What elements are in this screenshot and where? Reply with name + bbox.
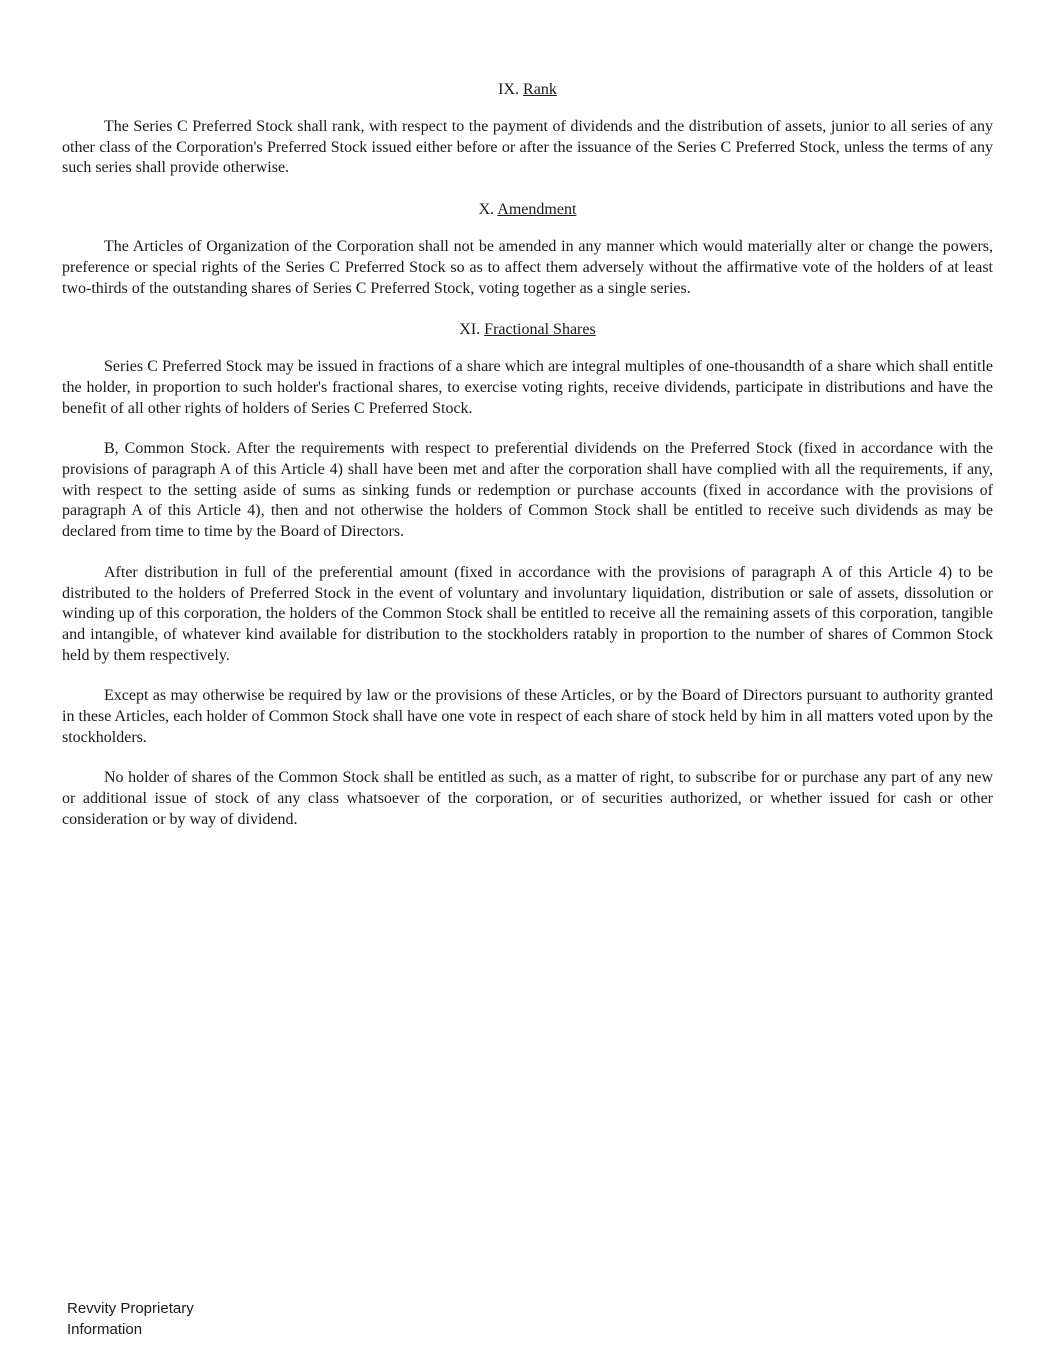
- section-heading-fractional-shares: [62, 319, 993, 340]
- section-title: Amendment: [497, 201, 577, 219]
- footer-line: Information: [67, 1321, 143, 1338]
- footer-line: Revvity Proprietary: [67, 1300, 194, 1317]
- paragraph: The Series C Preferred Stock shall rank, with respect to the payment of dividends and the distribution of assets, junior to all series of any other class of the Corporation's Preferred Stock issued either before or after the issuance of the Series C Preferred Stock, unless the terms of any such series shall provide otherwise.: [62, 118, 993, 177]
- section-heading-amendment: [62, 199, 993, 220]
- paragraph: Series C Preferred Stock may be issued in fractions of a share which are integral multiples of one-thousandth of a share which shall entitle the holder, in proportion to such holder's fractional shares, to exercise voting rights, receive dividends, participate in distributions and have the benefit of all other rights of holders of Series C Preferred Stock.: [62, 358, 993, 417]
- section-number: XI.: [459, 321, 481, 339]
- section-title: Fractional Shares: [484, 321, 596, 339]
- paragraph: After distribution in full of the preferential amount (fixed in accordance with the provisions of paragraph A of this Article 4) to be distributed to the holders of Preferred Stock in the event of voluntary and involuntary liquidation, distribution or sale of assets, dissolution or winding up of this corporation, the holders of the Common Stock shall be entitled to receive all the remaining assets of this corporation, tangible and intangible, of whatever kind available for distribution to the stockholders ratably in proportion to the number of shares of Common Stock held by them respectively.: [62, 563, 993, 664]
- paragraph: Except as may otherwise be required by law or the provisions of these Articles, or by the Board of Directors pursuant to authority granted in these Articles, each holder of Common Stock shall have one vote in respect of each share of stock held by him in all matters voted upon by the stockholders.: [62, 687, 993, 746]
- footer-proprietary-notice: [67, 1298, 194, 1340]
- paragraph-common-stock: B, Common Stock. After the requirements with respect to preferential dividends on the Preferred Stock (fixed in accordance with the provisions of paragraph A of this Article 4) shall have been met and after the corporation shall have complied with all the requirements, if any, with respect to the setting aside of sums as sinking funds or redemption or purchase accounts (fixed in accordance with the provisions of paragraph A of this Article 4), then and not otherwise the holders of Common Stock shall be entitled to receive such dividends as may be declared from time to time by the Board of Directors.: [62, 440, 993, 541]
- paragraph: The Articles of Organization of the Corporation shall not be amended in any manner which would materially alter or change the powers, preference or special rights of the Series C Preferred Stock so as to affect them adversely without the affirmative vote of the holders of at least two-thirds of the outstanding shares of Series C Preferred Stock, voting together as a single series.: [62, 238, 993, 297]
- document-page: [62, 79, 993, 851]
- section-number: X.: [478, 201, 495, 219]
- section-heading-rank: [62, 79, 993, 100]
- section-number: IX.: [498, 81, 520, 98]
- paragraph: No holder of shares of the Common Stock shall be entitled as such, as a matter of right, to subscribe for or purchase any part of any new or additional issue of stock of any class whatsoever of the corporation, or of securities authorized, or whether issued for cash or other consideration or by way of dividend.: [62, 769, 993, 828]
- section-title: Rank: [523, 81, 557, 98]
